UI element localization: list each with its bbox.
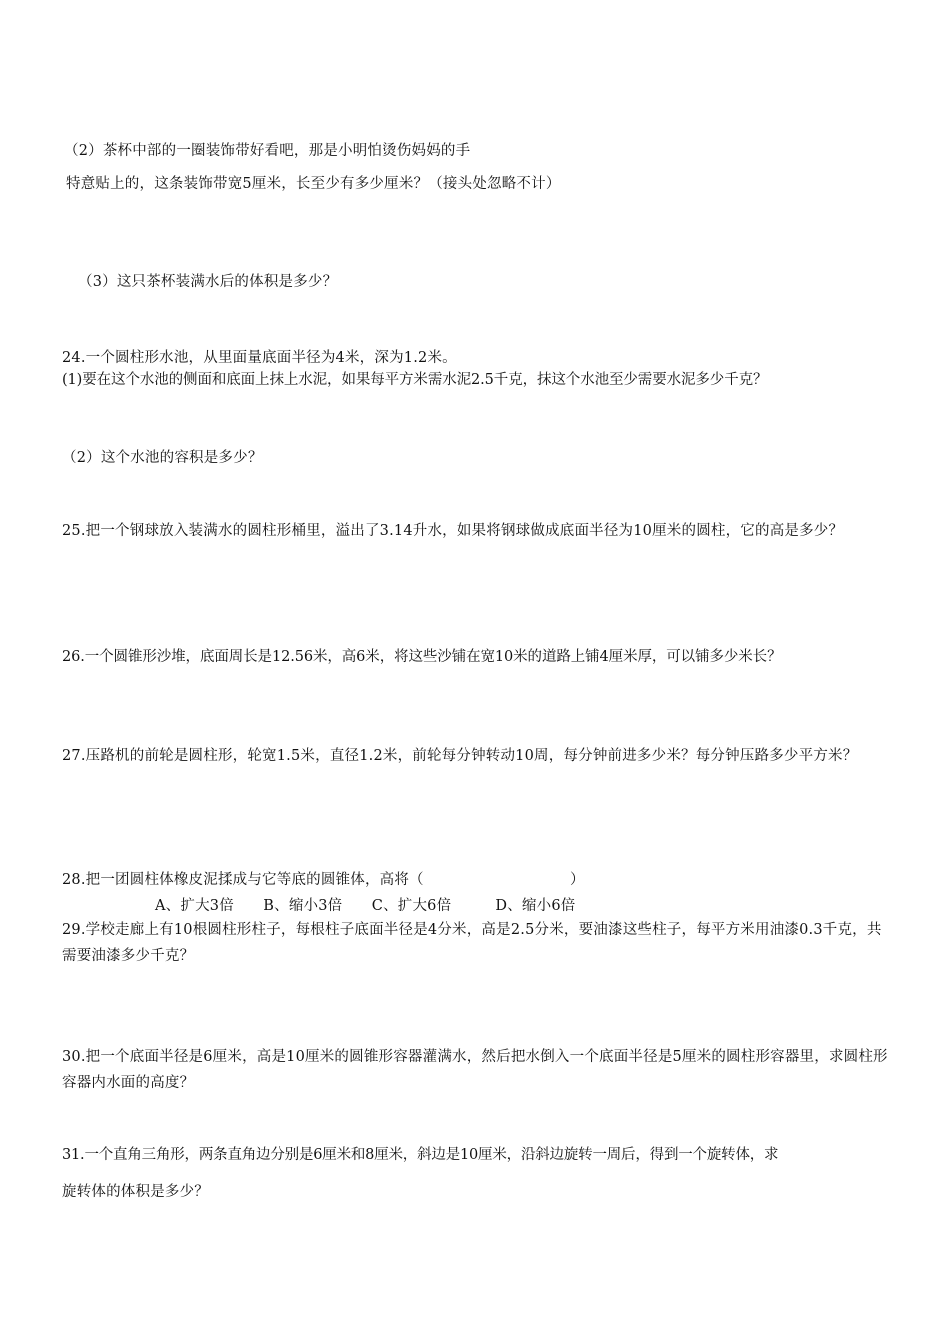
- q29: 29.学校走廊上有10根圆柱形柱子，每根柱子底面半径是4分米，高是2.5分米，要油漆这些柱子，每平方米用油漆0.3千克，共需要油漆多少千克？: [62, 922, 882, 964]
- q24-line1: 24.一个圆柱形水池，从里面量底面半径为4米，深为1.2米。: [62, 350, 457, 366]
- q28-options: A、扩大3倍 B、缩小3倍 C、扩大6倍 D、缩小6倍: [155, 898, 576, 914]
- q31-line1: 31.一个直角三角形，两条直角边分别是6厘米和8厘米，斜边是10厘米，沿斜边旋转一周后，得到一个旋转体，求: [62, 1147, 779, 1163]
- q25: 25.把一个钢球放入装满水的圆柱形桶里，溢出了3.14升水，如果将钢球做成底面半径为10厘米的圆柱，它的高是多少？: [62, 523, 844, 539]
- q26: 26.一个圆锥形沙堆，底面周长是12.56米，高6米，将这些沙铺在宽10米的道路上铺4厘米厚，可以铺多少米长？: [62, 649, 782, 665]
- q24-part2: （2）这个水池的容积是多少？: [62, 450, 263, 466]
- q30: 30.把一个底面半径是6厘米，高是10厘米的圆锥形容器灌满水，然后把水倒入一个底面半径是5厘米的圆柱形容器里，求圆柱形容器内水面的高度？: [62, 1049, 888, 1091]
- q23-part3: （3）这只茶杯装满水后的体积是多少？: [78, 274, 338, 290]
- q24-part1: (1)要在这个水池的侧面和底面上抹上水泥，如果每平方米需水泥2.5千克，抹这个水池至少需要水泥多少千克？: [62, 372, 768, 388]
- q28-stem: 28.把一团圆柱体橡皮泥揉成与它等底的圆锥体，高将（: [62, 872, 424, 888]
- q28-close-paren: ）: [570, 872, 585, 888]
- q23-part2-line1: （2）茶杯中部的一圈装饰带好看吧，那是小明怕烫伤妈妈的手: [64, 143, 471, 159]
- q31-line2: 旋转体的体积是多少？: [62, 1184, 209, 1200]
- q27: 27.压路机的前轮是圆柱形，轮宽1.5米，直径1.2米，前轮每分钟转动10周，每分钟前进多少米？每分钟压路多少平方米？: [62, 748, 858, 764]
- q23-part2-line2: 特意贴上的，这条装饰带宽5厘米，长至少有多少厘米？（接头处忽略不计）: [66, 176, 561, 192]
